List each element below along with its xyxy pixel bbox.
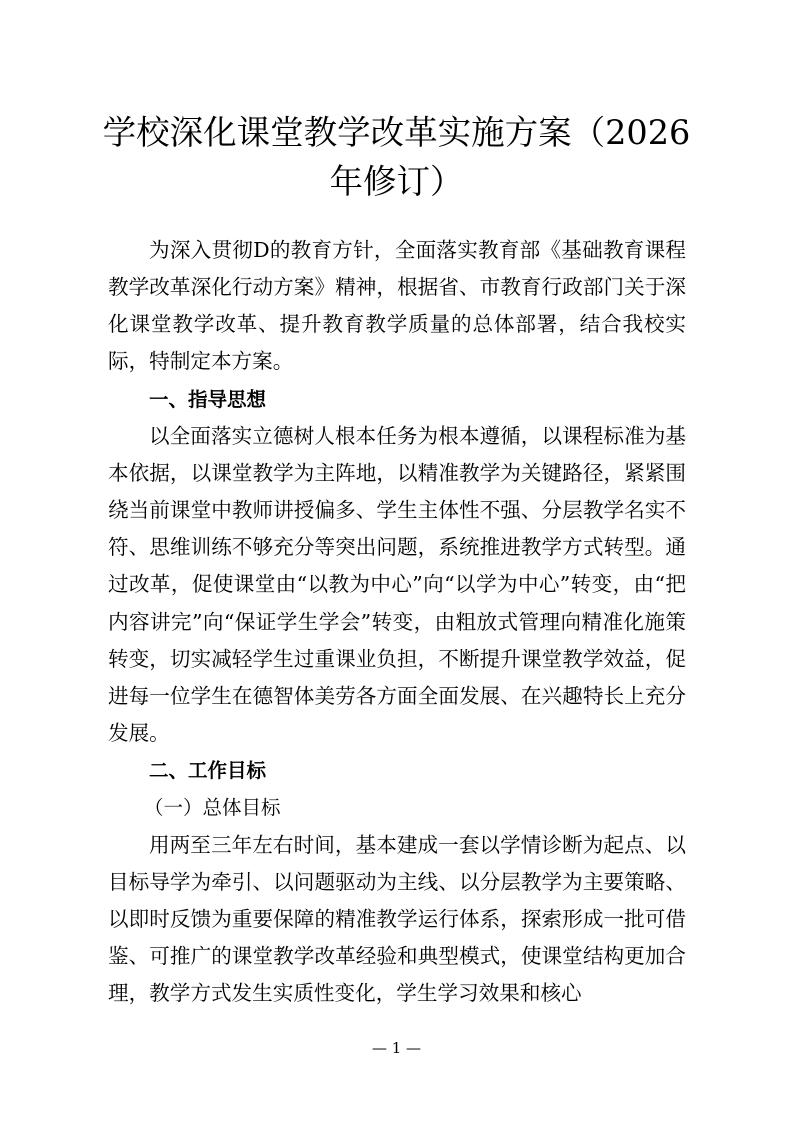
intro-paragraph: 为深入贯彻D的教育方针，全面落实教育部《基础教育课程教学改革深化行动方案》精神，根据省、市教育行政部门关于深化课堂教学改革、提升教育教学质量的总体部署，结合我校实际，特制定本方案。 [108,238,686,374]
document-title: 学校深化课堂教学改革实施方案（2026年修订） [102,113,691,201]
section-heading-guiding-ideology: 一、指导思想 [149,387,267,411]
subsection-heading-overall-goal: （一）总体目标 [144,796,281,820]
overall-goal-paragraph: 用两至三年左右时间，基本建成一套以学情诊断为起点、以目标导学为牵引、以问题驱动为主线、以分层教学为主要策略、以即时反馈为重要保障的精准教学运行体系，探索形成一批可借鉴、可推广的课堂教学改革经验和典型模式，使课堂结构更加合理，教学方式发生实质性变化，学生学习效果和核心 [108,832,686,1006]
document-body [108,232,686,1012]
page-number: — 1 — [371,1039,422,1057]
section-heading-work-goals: 二、工作目标 [149,759,267,783]
guiding-ideology-paragraph: 以全面落实立德树人根本任务为根本遵循，以课程标准为基本依据，以课堂教学为主阵地，以精准教学为关键路径，紧紧围绕当前课堂中教师讲授偏多、学生主体性不强、分层教学名实不符、思维训练不够充分等突出问题，系统推进教学方式转型。通过改革，促使课堂由“以教为中心”向“以学为中心”转变，由“把内容讲完”向“保证学生学会”转变，由粗放式管理向精准化施策转变，切实减轻学生过重课业负担，不断提升课堂教学效益，促进每一位学生在德智体美劳各方面全面发展、在兴趣特长上充分发展。 [108,423,686,746]
